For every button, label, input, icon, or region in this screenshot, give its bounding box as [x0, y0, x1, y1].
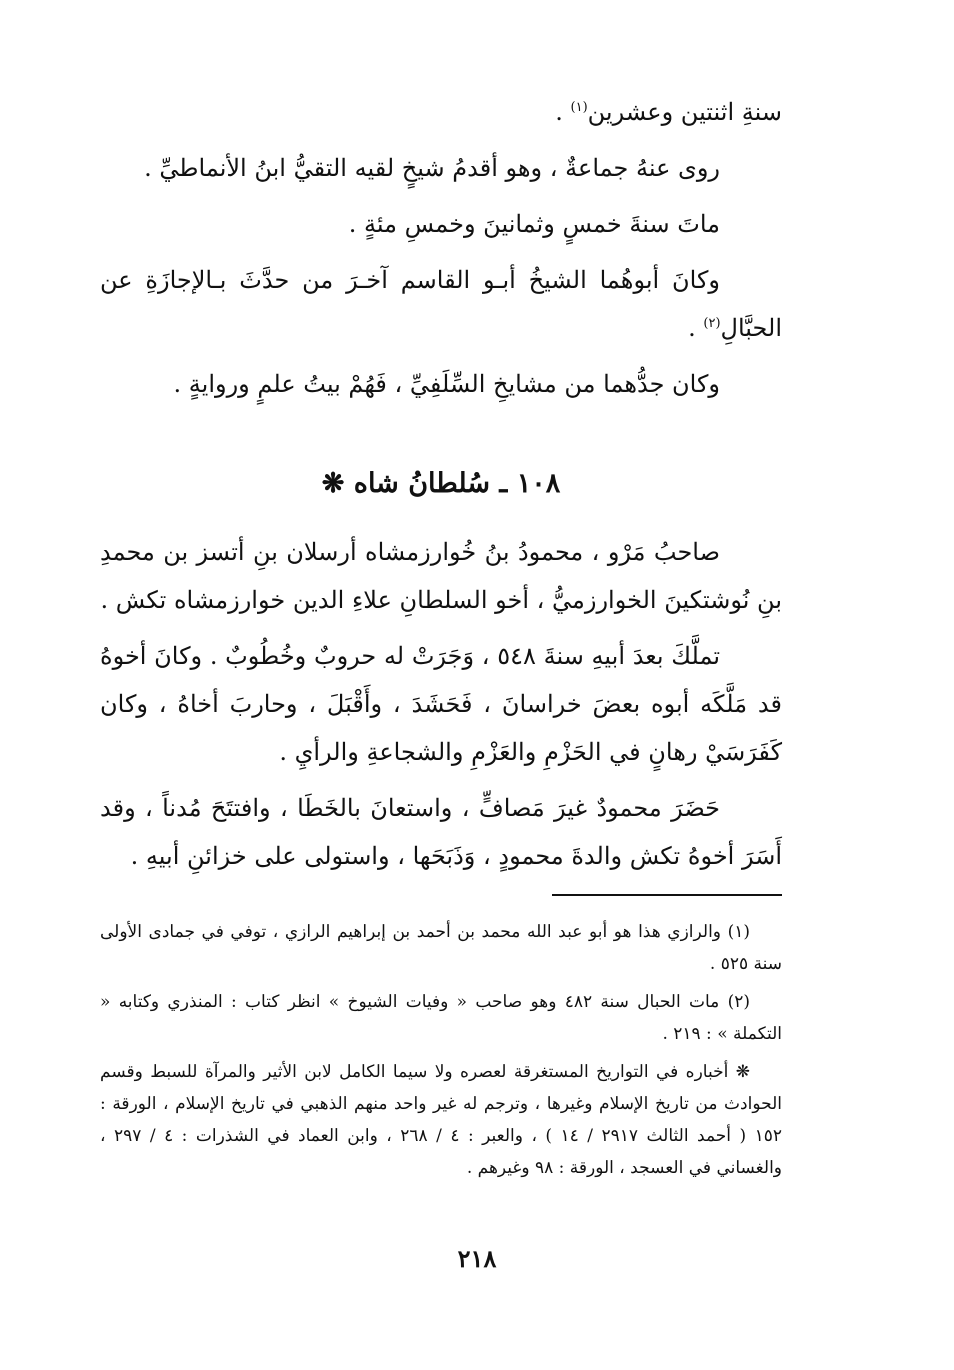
footnote-2: (٢) مات الحبال سنة ٤٨٢ وهو صاحب « وفيات الشيوخ » انظر كتاب : المنذري وكتابه « التكملة » : ٢١٩ . — [100, 992, 782, 1044]
page-body — [100, 88, 782, 1190]
paragraph-1: روى عنهُ جماعةٌ ، وهو أقدمُ شيخٍ لقيه التقيُّ ابنُ الأنماطيِّ . — [144, 154, 720, 182]
footnote-sources: ❋ أخباره في التواريخ المستغرقة لعصره ولا سيما الكامل لابن الأثير والمرآة للسبط وقسم الحوادث من تاريخ الإسلام وغيرها ، وترجم له غير واحد منهم الذهبي في تاريخ الإسلام ، الورقة : ١٥٢ ( أحمد الثالث ٢٩١٧ / ١٤ ) ، والعبر : ٤ / ٢٦٨ ، وابن العماد في الشذرات : ٤ / ٢٩٧ ، والغساني في العسجد ، الورقة : ٩٨ وغيرهم . — [100, 1062, 783, 1178]
footnote-ref-2: (٢) — [703, 316, 721, 331]
footnote-1: (١) والرازي هذا هو أبو عبد الله محمد بن أحمد بن إبراهيم الرازي ، توفي في جمادى الأولى سنة ٥٢٥ . — [100, 922, 782, 974]
paragraph-6: تملَّكَ بعدَ أبيهِ سنةَ ٥٤٨ ، وَجَرَتْ له حروبٌ وخُطُوبٌ . وكانَ أخوهُ قد مَلَّكَه أبوه بعضَ خراسانَ ، فَحَشَدَ ، وأَقْبَلَ ، وحاربَ أخاهُ ، وكان كَفَرَسَيْ رهانٍ في الحَزْمِ والعَزْمِ والشجاعةِ والرأيِ . — [100, 642, 782, 766]
paragraph-2: ماتَ سنةَ خمسٍ وثمانينَ وخمسِ مئةٍ . — [348, 210, 720, 238]
section-heading: ١٠٨ ـ سُلطانُ شاه ❋ — [321, 468, 561, 499]
footnote-ref-1: (١) — [570, 100, 588, 115]
paragraph-4: وكان جدُّهما من مشايخِ السِّلَفِيِّ ، فَهُمْ بيتُ علمٍ وروايةٍ . — [173, 370, 720, 398]
page-number: ٢١٨ — [457, 1244, 497, 1273]
continuation-line: سنةِ اثنتين وعشرين$^{(١)}$ . — [555, 98, 782, 126]
paragraph-5: صاحبُ مَرْو ، محمودُ بنُ خُوارزمشاه أرسلان بنِ أتسز بن محمدِ بنِ نُوشتكينَ الخوارزميُّ ، أخو السلطانِ علاءِ الدين خوارزمشاه تكش . — [100, 538, 782, 614]
footnote-divider — [552, 894, 782, 896]
paragraph-3: وكانَ أبوهُما الشيخُ أبـو القاسم آخـرَ من حدَّثَ بـالإجازَةِ عن الحبَّالِ$^{(٢)}$ . — [100, 266, 782, 342]
paragraph-7: حَضَرَ محمودٌ غيرَ مَصافٍّ ، واستعانَ بالخَطَا ، وافتتَحَ مُدناً ، وقد أَسَرَ أخوهُ تكش والدةَ محمودٍ ، وَذَبَحَها ، واستولى على خزائنِ أبيهِ . — [100, 794, 782, 870]
